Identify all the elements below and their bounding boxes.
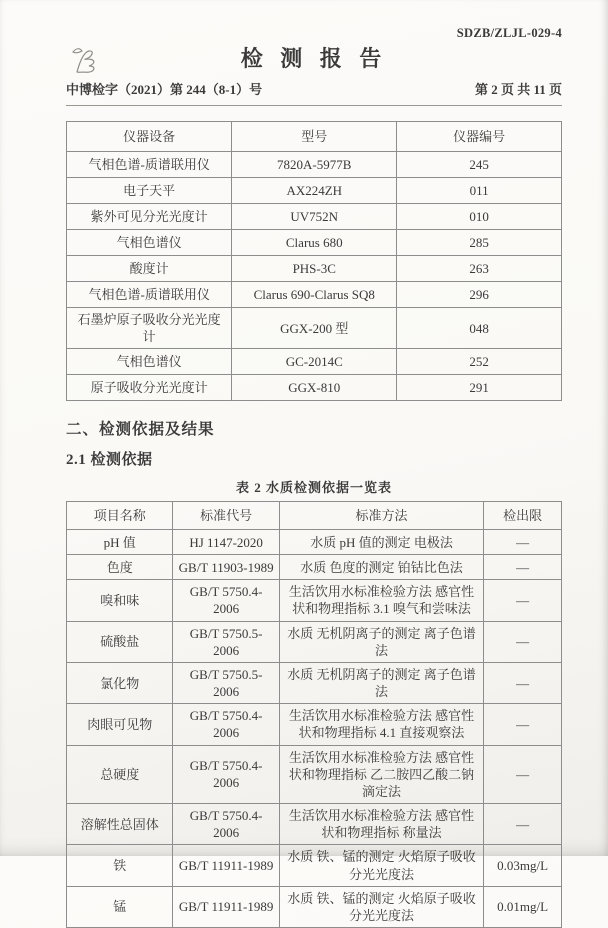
table-cell: — (484, 580, 562, 621)
table-cell: PHS-3C (232, 256, 397, 282)
table-row (67, 704, 562, 745)
basis-table-head (67, 502, 562, 530)
table-cell: GB/T 5750.4-2006 (173, 580, 279, 621)
basis-table (66, 501, 562, 928)
table-cell: — (484, 662, 562, 703)
table-cell: 肉眼可见物 (67, 704, 173, 745)
section-heading: 二、检测依据及结果 (66, 421, 215, 439)
table-cell: GC-2014C (232, 349, 397, 375)
table-row (67, 745, 562, 803)
table-row (67, 230, 562, 256)
table-cell: 水质 铁、锰的测定 火焰原子吸收分光光度法 (279, 886, 483, 927)
column-header: 仪器设备 (67, 122, 232, 152)
column-header: 仪器编号 (397, 122, 562, 152)
table-cell: 245 (397, 152, 562, 178)
table-cell: 生活饮用水标准检验方法 感官性状和物理指标 乙二胺四乙酸二钠滴定法 (279, 745, 483, 803)
table-cell: GB/T 11903-1989 (173, 555, 279, 580)
table-cell: GB/T 5750.5-2006 (173, 662, 279, 703)
table-row (67, 178, 562, 204)
table-cell: 嗅和味 (67, 580, 173, 621)
table-cell: GGX-810 (232, 375, 397, 401)
instrument-table-body (67, 152, 562, 401)
zhongbo-logo-icon (68, 44, 102, 78)
table-cell: 0.01mg/L (484, 886, 562, 927)
table-cell: — (484, 621, 562, 662)
column-header: 标准方法 (279, 502, 483, 530)
table-row (67, 555, 562, 580)
table-cell: pH 值 (67, 530, 173, 555)
table-row (67, 530, 562, 555)
table-cell: GGX-200 型 (232, 308, 397, 349)
table-cell: GB/T 11911-1989 (173, 886, 279, 927)
table-cell: 生活饮用水标准检验方法 感官性状和物理指标 4.1 直接观察法 (279, 704, 483, 745)
table-cell: GB/T 11911-1989 (173, 845, 279, 886)
table-cell: 291 (397, 375, 562, 401)
document-code: SDZB/ZLJL-029-4 (456, 26, 562, 40)
table-row (67, 845, 562, 886)
table-cell: 气相色谱仪 (67, 349, 232, 375)
table-cell: 锰 (67, 886, 173, 927)
table-cell: 铁 (67, 845, 173, 886)
table-cell: 紫外可见分光光度计 (67, 204, 232, 230)
table-cell: GB/T 5750.4-2006 (173, 704, 279, 745)
table-cell: 水质 无机阴离子的测定 离子色谱法 (279, 662, 483, 703)
column-header: 检出限 (484, 502, 562, 530)
table-row (67, 308, 562, 349)
table-cell: 010 (397, 204, 562, 230)
table-cell: 生活饮用水标准检验方法 感官性状和物理指标 3.1 嗅气和尝味法 (279, 580, 483, 621)
instrument-table-head (67, 122, 562, 152)
table-cell: — (484, 704, 562, 745)
table-cell: UV752N (232, 204, 397, 230)
report-number: 中博检字（2021）第 244（8-1）号 (66, 82, 263, 97)
column-header: 型号 (232, 122, 397, 152)
column-header: 项目名称 (67, 502, 173, 530)
table-cell: 011 (397, 178, 562, 204)
table-cell: 氯化物 (67, 662, 173, 703)
table-cell: 电子天平 (67, 178, 232, 204)
table-cell: — (484, 555, 562, 580)
table2-caption: 表 2 水质检测依据一览表 (235, 480, 392, 496)
table-row (67, 375, 562, 401)
table-cell: 296 (397, 282, 562, 308)
table-row (67, 204, 562, 230)
table-cell: 酸度计 (67, 256, 232, 282)
table-row (67, 152, 562, 178)
table-cell: HJ 1147-2020 (173, 530, 279, 555)
header-row (67, 122, 562, 152)
table-row (67, 804, 562, 845)
column-header: 标准代号 (173, 502, 279, 530)
table-cell: — (484, 745, 562, 803)
table-cell: — (484, 530, 562, 555)
table-cell: 气相色谱-质谱联用仪 (67, 282, 232, 308)
sub-heading: 2.1 检测依据 (66, 452, 153, 469)
table-row (67, 282, 562, 308)
table-cell: 硫酸盐 (67, 621, 173, 662)
basis-table-body (67, 530, 562, 928)
header-row (67, 502, 562, 530)
table-cell: Clarus 680 (232, 230, 397, 256)
table-cell: 252 (397, 349, 562, 375)
report-title: 检 测 报 告 (240, 46, 388, 71)
page-indicator: 第 2 页 共 11 页 (474, 82, 562, 97)
table-cell: 色度 (67, 555, 173, 580)
table-cell: 水质 pH 值的测定 电极法 (279, 530, 483, 555)
table-row (67, 349, 562, 375)
table-cell: AX224ZH (232, 178, 397, 204)
table-cell: GB/T 5750.4-2006 (173, 804, 279, 845)
table-cell: 048 (397, 308, 562, 349)
table-row (67, 256, 562, 282)
table-cell: 溶解性总固体 (67, 804, 173, 845)
table-cell: 气相色谱仪 (67, 230, 232, 256)
table-cell: 285 (397, 230, 562, 256)
table-cell: 7820A-5977B (232, 152, 397, 178)
table-cell: 气相色谱-质谱联用仪 (67, 152, 232, 178)
table-cell: GB/T 5750.5-2006 (173, 621, 279, 662)
table-row (67, 580, 562, 621)
table-cell: 水质 无机阴离子的测定 离子色谱法 (279, 621, 483, 662)
table-row (67, 886, 562, 927)
table-cell: 生活饮用水标准检验方法 感官性状和物理指标 称量法 (279, 804, 483, 845)
table-cell: 水质 色度的测定 铂钴比色法 (279, 555, 483, 580)
table-cell: 0.03mg/L (484, 845, 562, 886)
table-cell: 石墨炉原子吸收分光光度计 (67, 308, 232, 349)
table-cell: Clarus 690-Clarus SQ8 (232, 282, 397, 308)
table-cell: — (484, 804, 562, 845)
table-cell: 水质 铁、锰的测定 火焰原子吸收分光光度法 (279, 845, 483, 886)
table-row (67, 662, 562, 703)
table-cell: 263 (397, 256, 562, 282)
header-meta-row (66, 79, 562, 106)
table-cell: 总硬度 (67, 745, 173, 803)
table-cell: 原子吸收分光光度计 (67, 375, 232, 401)
table-row (67, 621, 562, 662)
table-cell: GB/T 5750.4-2006 (173, 745, 279, 803)
instrument-table (66, 121, 562, 401)
title-row (66, 42, 562, 76)
